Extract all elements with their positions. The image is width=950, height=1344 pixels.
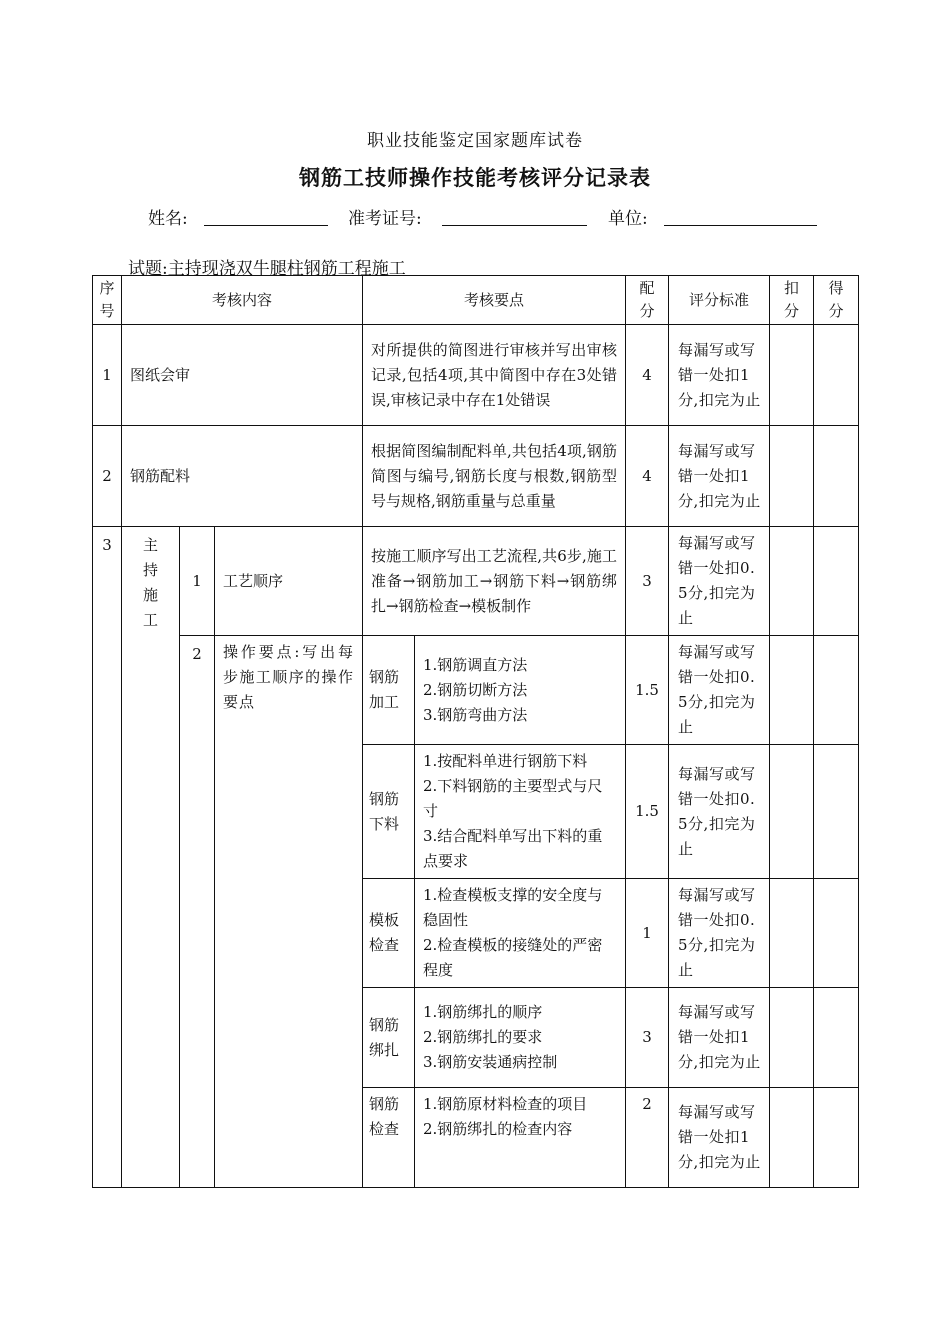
- point-line: 1.钢筋原材料检查的项目: [423, 1095, 588, 1113]
- item-points: [415, 1088, 626, 1188]
- header-standard: 评分标准: [669, 276, 770, 325]
- row-seq: 3: [93, 527, 122, 1188]
- row-group-label: [122, 527, 180, 1188]
- deduct-cell[interactable]: [770, 325, 814, 426]
- deduct-cell[interactable]: [770, 988, 814, 1088]
- deduct-cell[interactable]: [770, 745, 814, 879]
- item-name: 模板检查: [363, 879, 415, 988]
- point-line: 3.钢筋安装通病控制: [423, 1053, 558, 1071]
- header-score: 配分: [626, 276, 669, 325]
- group-char: 工: [142, 611, 158, 629]
- exam-subtitle: 职业技能鉴定国家题库试卷: [367, 131, 583, 151]
- form-title: 钢筋工技师操作技能考核评分记录表: [299, 166, 651, 190]
- header-points: 考核要点: [363, 276, 626, 325]
- row-standard: 每漏写或写错一处扣1分,扣完为止: [669, 325, 770, 426]
- point-line: 1.按配料单进行钢筋下料: [423, 752, 588, 770]
- score-cell[interactable]: [814, 879, 859, 988]
- point-line: 1.钢筋绑扎的顺序: [423, 1003, 543, 1021]
- item-name: 钢筋检查: [363, 1088, 415, 1188]
- row-score: 1.5: [626, 745, 669, 879]
- point-line: 3.钢筋弯曲方法: [423, 705, 528, 724]
- id-field[interactable]: [442, 207, 587, 226]
- sub-content: 工艺顺序: [215, 527, 363, 636]
- row-score: 4: [626, 325, 669, 426]
- deduct-cell[interactable]: [770, 879, 814, 988]
- row-score: 2: [626, 1088, 669, 1188]
- score-cell[interactable]: [814, 988, 859, 1088]
- table-row: [93, 527, 859, 636]
- item-name: 钢筋下料: [363, 745, 415, 879]
- item-name: 钢筋绑扎: [363, 988, 415, 1088]
- table-row: [93, 426, 859, 527]
- deduct-cell[interactable]: [770, 527, 814, 636]
- row-standard: 每漏写或写错一处扣0.5分,扣完为止: [669, 745, 770, 879]
- point-line: 3.结合配料单写出下料的重点要求: [423, 827, 603, 870]
- row-score: 4: [626, 426, 669, 527]
- question-line: 试题:主持现浇双牛腿柱钢筋工程施工: [128, 259, 406, 279]
- point-line: 2.下料钢筋的主要型式与尺寸: [423, 777, 603, 820]
- point-line: 2.钢筋绑扎的要求: [423, 1028, 543, 1046]
- item-points: [415, 988, 626, 1088]
- group-char: 施: [142, 586, 158, 604]
- sub-content: 操作要点:写出每步施工顺序的操作要点: [215, 636, 363, 1188]
- group-char: 持: [142, 561, 158, 579]
- table-row: [93, 325, 859, 426]
- row-content: 图纸会审: [122, 325, 363, 426]
- row-points: 按施工顺序写出工艺流程,共6步,施工准备→钢筋加工→钢筋下料→钢筋绑扎→钢筋检查→模板制作: [363, 527, 626, 636]
- name-field[interactable]: [204, 207, 328, 226]
- sub-num: 1: [180, 527, 215, 636]
- deduct-cell[interactable]: [770, 1088, 814, 1188]
- header-seq: 序号: [93, 276, 122, 325]
- row-seq: 1: [93, 325, 122, 426]
- row-points: 对所提供的简图进行审核并写出审核记录,包括4项,其中简图中存在3处错误,审核记录中存在1处错误: [363, 325, 626, 426]
- item-points: [415, 636, 626, 745]
- score-cell[interactable]: [814, 527, 859, 636]
- row-standard: 每漏写或写错一处扣1分,扣完为止: [669, 988, 770, 1088]
- score-table: [92, 275, 859, 1188]
- row-standard: 每漏写或写错一处扣0.5分,扣完为止: [669, 527, 770, 636]
- row-seq: 2: [93, 426, 122, 527]
- row-score: 3: [626, 988, 669, 1088]
- sub-num: 2: [180, 636, 215, 1188]
- score-cell[interactable]: [814, 1088, 859, 1188]
- row-standard: 每漏写或写错一处扣0.5分,扣完为止: [669, 879, 770, 988]
- point-line: 2.钢筋绑扎的检查内容: [423, 1120, 573, 1138]
- name-label: 姓名:: [148, 209, 188, 229]
- header-deduct: 扣分: [770, 276, 814, 325]
- row-points: 根据简图编制配料单,共包括4项,钢筋简图与编号,钢筋长度与根数,钢筋型号与规格,钢筋重量与总重量: [363, 426, 626, 527]
- header-row: [93, 276, 859, 325]
- unit-label: 单位:: [608, 209, 648, 229]
- header-got: 得分: [814, 276, 859, 325]
- group-char: 主: [142, 536, 158, 554]
- header-content: 考核内容: [122, 276, 363, 325]
- row-standard: 每漏写或写错一处扣0.5分,扣完为止: [669, 636, 770, 745]
- score-cell[interactable]: [814, 745, 859, 879]
- row-content: 钢筋配料: [122, 426, 363, 527]
- unit-field[interactable]: [664, 207, 817, 226]
- deduct-cell[interactable]: [770, 426, 814, 527]
- row-score: 3: [626, 527, 669, 636]
- score-cell[interactable]: [814, 636, 859, 745]
- item-points: [415, 879, 626, 988]
- row-standard: 每漏写或写错一处扣1分,扣完为止: [669, 426, 770, 527]
- point-line: 1.检查模板支撑的安全度与稳固性: [423, 886, 603, 929]
- item-points: [415, 745, 626, 879]
- row-standard: 每漏写或写错一处扣1分,扣完为止: [669, 1088, 770, 1188]
- item-name: 钢筋加工: [363, 636, 415, 745]
- point-line: 1.钢筋调直方法: [423, 655, 528, 674]
- deduct-cell[interactable]: [770, 636, 814, 745]
- score-cell[interactable]: [814, 325, 859, 426]
- point-line: 2.钢筋切断方法: [423, 680, 528, 699]
- id-label: 准考证号:: [348, 209, 422, 229]
- row-score: 1: [626, 879, 669, 988]
- row-score: 1.5: [626, 636, 669, 745]
- table-row: [93, 636, 859, 745]
- point-line: 2.检查模板的接缝处的严密程度: [423, 936, 603, 979]
- score-cell[interactable]: [814, 426, 859, 527]
